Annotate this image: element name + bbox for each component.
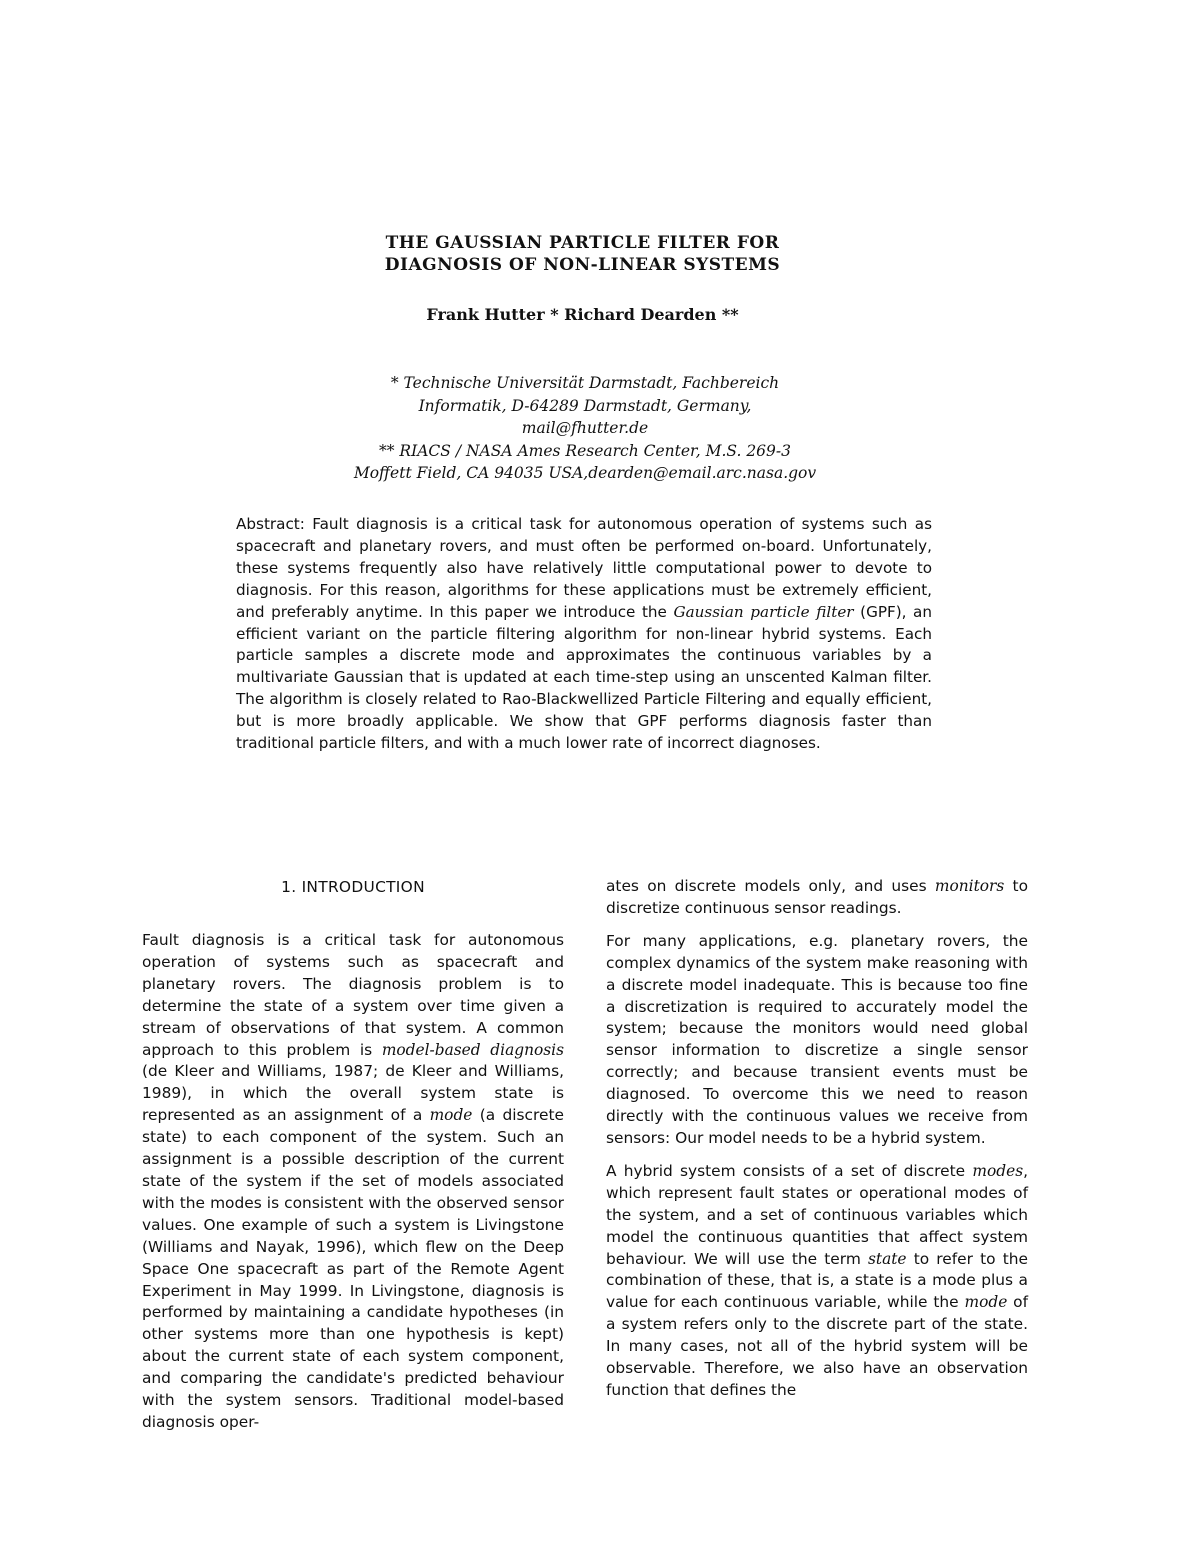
abstract-text: Abstract: Fault diagnosis is a critical task for autonomous operation of systems such as spacecraft and planetary rovers, and must often be performed on-board. Unfortunately, these systems frequently also have relatively little computational power to devote to diagnosis. For this reason, algorithms for these applications must be extremely efficient, and preferably anytime. In this paper we introduce the Gaussian particle filter (GPF), an efficient variant on the particle filtering algorithm for non-linear hybrid systems. Each particle samples a discrete mode and approximates the continuous variables by a multivariate Gaussian that is updated at each time-step using an unscented Kalman filter. The algorithm is closely related to Rao-Blackwellized Particle Filtering and equally efficient, but is more broadly applicable. We show that GPF performs diagnosis faster than traditional particle filters, and with a much lower rate of incorrect diagnoses. (236, 515, 932, 753)
paragraph: For many applications, e.g. planetary rovers, the complex dynamics of the system make reasoning with a discrete model inadequate. This is because too fine a discretization is required to accurately model the system; because the monitors would need global sensor information to discretize a single sensor correctly; and because transient events must be diagnosed. To overcome this we need to reason directly with the continuous values we receive from sensors: Our model needs to be a hybrid system. (606, 931, 1028, 1147)
abstract-emphasis: Gaussian particle filter (673, 602, 854, 621)
section-heading: 1. INTRODUCTION (281, 878, 425, 896)
left-column (142, 876, 564, 1445)
affiliation-line: Moffett Field, CA 94035 USA,dearden@email.arc.nasa.gov (353, 464, 817, 482)
affiliations (0, 372, 1170, 485)
affiliation-line: * Technische Universität Darmstadt, Fachbereich (390, 374, 780, 392)
affiliation-line: ** RIACS / NASA Ames Research Center, M.S. 269-3 (379, 441, 791, 460)
paragraph: A hybrid system consists of a set of discrete modes, which represent fault states or operational modes of the system, and a set of continuous variables which model the continuous quantities that affect system behaviour. We will use the term state to refer to the combination of these, that is, a state is a mode plus a value for each continuous variable, while the mode of a system refers only to the discrete part of the state. In many cases, not all of the hybrid system will be observable. Therefore, we also have an observation function that defines the (606, 1161, 1029, 1399)
paragraph: ates on discrete models only, and uses monitors to discretize continuous sensor readings. (606, 877, 1029, 917)
paper-title (0, 232, 1165, 276)
right-column (606, 876, 1028, 1413)
title-line-1: THE GAUSSIAN PARTICLE FILTER FOR (385, 233, 780, 253)
title-line-2: DIAGNOSIS OF NON-LINEAR SYSTEMS (384, 255, 781, 275)
abstract (236, 514, 932, 755)
affiliation-line: mail@fhutter.de (521, 419, 649, 437)
affiliation-line: Informatik, D-64289 Darmstadt, Germany, (418, 396, 752, 415)
paragraph: Fault diagnosis is a critical task for autonomous operation of systems such as spacecraft and planetary rovers. The diagnosis problem is to determine the state of a system over time given a stream of observations of that system. A common approach to this problem is model-based diagnosis (de Kleer and Williams, 1987; de Kleer and Williams, 1989), in which the overall system state is represented as an assignment of a mode (a discrete state) to each component of the system. Such an assignment is a possible description of the current state of the system if the set of models associated with the modes is consistent with the observed sensor values. One example of such a system is Livingstone (Williams and Nayak, 1996), which flew on the Deep Space One spacecraft as part of the Remote Agent Experiment in May 1999. In Livingstone, diagnosis is performed by maintaining a candidate hypotheses (in other systems more than one hypothesis is kept) about the current state of each system component, and comparing the candidate's predicted behaviour with the system sensors. Traditional model-based diagnosis oper- (142, 931, 564, 1431)
authors: Frank Hutter * Richard Dearden ** (426, 305, 739, 324)
